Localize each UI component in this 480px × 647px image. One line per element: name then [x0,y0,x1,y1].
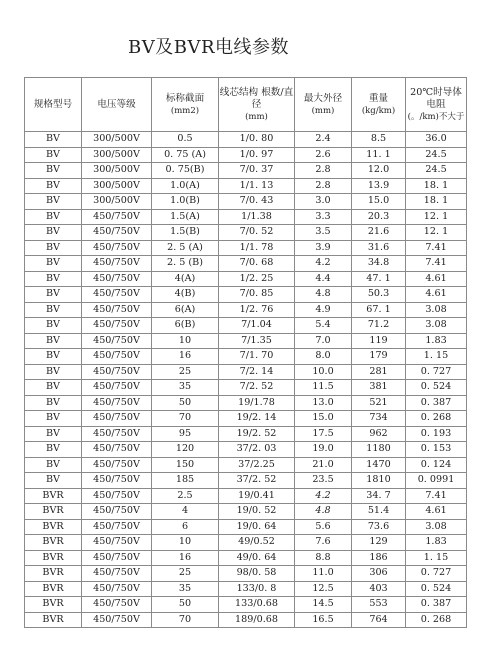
table-cell: BV [25,194,82,210]
table-cell: 300/500V [82,163,152,179]
table-cell: 20.3 [352,209,406,225]
table-cell: 11.5 [295,380,352,396]
table-cell: 73.6 [352,519,406,535]
table-cell: 7/2. 14 [219,364,295,380]
table-cell: BV [25,225,82,241]
table-cell: 7.41 [406,240,467,256]
table-cell: BV [25,240,82,256]
table-row [25,411,467,427]
table-row [25,364,467,380]
table-cell: BV [25,302,82,318]
table-cell: 450/750V [82,271,152,287]
table-cell: 49/0.52 [219,535,295,551]
table-cell: 0. 727 [406,566,467,582]
table-cell: 12.5 [295,581,352,597]
table-cell: BV [25,178,82,194]
table-cell: 1.0(B) [152,194,219,210]
table-cell: 3.08 [406,519,467,535]
table-cell: 7.41 [406,488,467,504]
table-cell: 450/750V [82,240,152,256]
table-row [25,256,467,272]
table-cell: 25 [152,566,219,582]
table-cell: 1/2. 25 [219,271,295,287]
table-cell: 14.5 [295,597,352,613]
table-row [25,333,467,349]
table-cell: 0. 524 [406,380,467,396]
table-cell: 403 [352,581,406,597]
table-cell: 10 [152,333,219,349]
table-row [25,132,467,148]
table-row [25,287,467,303]
table-cell: 1810 [352,473,406,489]
table-cell: 18. 1 [406,178,467,194]
column-header [295,78,352,132]
table-cell: 21.0 [295,457,352,473]
table-cell: 12. 1 [406,225,467,241]
table-cell: 1/0. 80 [219,132,295,148]
table-row [25,349,467,365]
table-row [25,318,467,334]
column-header [82,78,152,132]
table-cell: 8.0 [295,349,352,365]
table-cell: 1/1. 78 [219,240,295,256]
column-header-label: 20℃时导体电阻 [410,86,462,110]
table-cell: 450/750V [82,612,152,628]
table-cell: 35 [152,380,219,396]
table-cell: 4(A) [152,271,219,287]
table-cell: 450/750V [82,302,152,318]
table-cell: 1.83 [406,535,467,551]
table-cell: 7/0. 68 [219,256,295,272]
table-cell: 34. 7 [352,488,406,504]
table-cell: 2. 5 (B) [152,256,219,272]
table-row [25,302,467,318]
table-cell: BV [25,271,82,287]
table-cell: 450/750V [82,566,152,582]
table-row [25,612,467,628]
table-cell: 189/0.68 [219,612,295,628]
table-cell: 450/750V [82,597,152,613]
table-row [25,271,467,287]
table-cell: 764 [352,612,406,628]
table-cell: 19/1.78 [219,395,295,411]
table-cell: 179 [352,349,406,365]
table-cell: 10.0 [295,364,352,380]
table-cell: 18. 1 [406,194,467,210]
table-cell: BVR [25,550,82,566]
table-cell: 13.9 [352,178,406,194]
table-cell: 450/750V [82,380,152,396]
table-cell: 98/0. 58 [219,566,295,582]
table-cell: 450/750V [82,550,152,566]
table-cell: 4.2 [295,256,352,272]
table-cell: 15.0 [352,194,406,210]
column-header-unit: (kg/km) [361,105,396,116]
column-header-label: 线芯结构 根数/直径 [219,86,294,110]
table-cell: 7/0. 37 [219,163,295,179]
table-cell: BV [25,287,82,303]
table-cell: 300/500V [82,132,152,148]
table-cell: 7/0. 43 [219,194,295,210]
table-cell: 306 [352,566,406,582]
table-cell: 50.3 [352,287,406,303]
table-cell: 24.5 [406,163,467,179]
table-cell: 19/0. 64 [219,519,295,535]
table-cell: BVR [25,581,82,597]
table-cell: 1. 15 [406,349,467,365]
table-cell: 0. 153 [406,442,467,458]
table-cell: 37/2.25 [219,457,295,473]
table-cell: BV [25,395,82,411]
table-cell: 3.3 [295,209,352,225]
table-row [25,209,467,225]
table-cell: 0. 193 [406,426,467,442]
table-cell: BVR [25,566,82,582]
table-cell: 25 [152,364,219,380]
table-cell: 2.6 [295,147,352,163]
table-cell: 49/0. 64 [219,550,295,566]
table-row [25,240,467,256]
table-cell: 4 [152,504,219,520]
table-cell: 6 [152,519,219,535]
table-cell: 0. 0991 [406,473,467,489]
table-cell: 186 [352,550,406,566]
table-header-row [25,78,467,132]
table-cell: BV [25,147,82,163]
table-row [25,504,467,520]
table-cell: 35 [152,581,219,597]
table-cell: 450/750V [82,535,152,551]
table-body [25,132,467,628]
table-cell: BVR [25,504,82,520]
table-row [25,380,467,396]
table-cell: 1180 [352,442,406,458]
table-row [25,426,467,442]
table-cell: 0. 124 [406,457,467,473]
table-cell: 34.8 [352,256,406,272]
table-cell: 10 [152,535,219,551]
column-header-unit: (mm) [245,111,268,122]
table-cell: 6(A) [152,302,219,318]
table-cell: 17.5 [295,426,352,442]
table-cell: 119 [352,333,406,349]
table-cell: 185 [152,473,219,489]
table-cell: 67. 1 [352,302,406,318]
column-header-label: 标称截面 [165,92,205,104]
table-row [25,519,467,535]
table-cell: 7.41 [406,256,467,272]
table-row [25,457,467,473]
table-cell: 734 [352,411,406,427]
table-cell: 1/1.38 [219,209,295,225]
table-cell: 3.9 [295,240,352,256]
table-row [25,194,467,210]
table-cell: 1/2. 76 [219,302,295,318]
table-cell: 50 [152,597,219,613]
table-cell: 31.6 [352,240,406,256]
table-cell: BV [25,132,82,148]
table-cell: 37/2. 03 [219,442,295,458]
table-row [25,488,467,504]
table-row [25,442,467,458]
table-cell: 0. 727 [406,364,467,380]
table-cell: 0. 75(B) [152,163,219,179]
cable-parameters-table [24,77,467,628]
table-cell: 71.2 [352,318,406,334]
table-cell: 300/500V [82,194,152,210]
table-cell: 12.0 [352,163,406,179]
table-cell: BV [25,209,82,225]
column-header-label: 重量 [368,92,389,104]
table-row [25,535,467,551]
table-cell: 5.4 [295,318,352,334]
table-cell: 3.08 [406,302,467,318]
table-row [25,163,467,179]
table-cell: 381 [352,380,406,396]
table-cell: 4.61 [406,504,467,520]
table-cell: 450/750V [82,333,152,349]
table-cell: 450/750V [82,395,152,411]
table-cell: 2.4 [295,132,352,148]
table-cell: BVR [25,597,82,613]
table-row [25,473,467,489]
column-header-label: 规格型号 [33,98,73,110]
table-row [25,566,467,582]
table-cell: BV [25,380,82,396]
table-cell: 3.08 [406,318,467,334]
table-cell: 4(B) [152,287,219,303]
table-cell: BVR [25,535,82,551]
table-cell: 450/750V [82,457,152,473]
table-cell: 16 [152,550,219,566]
table-cell: 0. 75 (A) [152,147,219,163]
table-cell: 1.5(A) [152,209,219,225]
table-cell: 4.2 [295,488,352,504]
table-cell: 3.0 [295,194,352,210]
table-cell: 4.8 [295,287,352,303]
table-cell: 300/500V [82,178,152,194]
table-cell: 2.8 [295,178,352,194]
column-header-unit: (。/km)不大于 [407,111,465,122]
table-cell: BV [25,163,82,179]
table-cell: 1/1. 13 [219,178,295,194]
table-cell: 0. 268 [406,612,467,628]
table-cell: 11.0 [295,566,352,582]
table-cell: 450/750V [82,225,152,241]
table-cell: 95 [152,426,219,442]
table-cell: 1.83 [406,333,467,349]
table-cell: 19/2. 14 [219,411,295,427]
table-cell: 0.5 [152,132,219,148]
table-cell: 120 [152,442,219,458]
table-cell: 521 [352,395,406,411]
table-cell: 19/0.41 [219,488,295,504]
table-cell: 0. 524 [406,581,467,597]
table-row [25,395,467,411]
table-cell: 3.5 [295,225,352,241]
table-cell: BV [25,349,82,365]
table-cell: 2.8 [295,163,352,179]
table-cell: 23.5 [295,473,352,489]
table-row [25,225,467,241]
table-row [25,147,467,163]
table-cell: 50 [152,395,219,411]
column-header-label: 最大外径 [303,92,343,104]
table-cell: 1.5(B) [152,225,219,241]
table-cell: 450/750V [82,504,152,520]
table-cell: 7/1.35 [219,333,295,349]
column-header-unit: (mm) [311,105,335,116]
table-row [25,581,467,597]
table-cell: 1.0(A) [152,178,219,194]
table-cell: 281 [352,364,406,380]
table-cell: 450/750V [82,287,152,303]
table-cell: BVR [25,488,82,504]
table-cell: 5.6 [295,519,352,535]
table-cell: 2.5 [152,488,219,504]
table-cell: 70 [152,411,219,427]
table-cell: 4.4 [295,271,352,287]
table-cell: 1470 [352,457,406,473]
table-cell: 450/750V [82,581,152,597]
table-cell: BV [25,457,82,473]
table-cell: 19/2. 52 [219,426,295,442]
table-cell: 16 [152,349,219,365]
table-cell: 13.0 [295,395,352,411]
column-header [219,78,295,132]
table-cell: 1. 15 [406,550,467,566]
table-row [25,178,467,194]
table-cell: 450/750V [82,364,152,380]
table-cell: 7.6 [295,535,352,551]
table-cell: 4.9 [295,302,352,318]
table-cell: BV [25,473,82,489]
table-cell: 0. 387 [406,597,467,613]
table-row [25,550,467,566]
table-cell: 450/750V [82,318,152,334]
table-cell: 51.4 [352,504,406,520]
table-cell: BV [25,318,82,334]
table-cell: 70 [152,612,219,628]
column-header-unit: (mm2) [170,105,200,116]
table-cell: 21.6 [352,225,406,241]
table-cell: 24.5 [406,147,467,163]
table-cell: 7/0. 52 [219,225,295,241]
column-header [352,78,406,132]
table-cell: 36.0 [406,132,467,148]
table-cell: 15.0 [295,411,352,427]
table-cell: 8.8 [295,550,352,566]
table-cell: BV [25,442,82,458]
table-cell: 150 [152,457,219,473]
table-cell: 962 [352,426,406,442]
table-cell: 7/2. 52 [219,380,295,396]
table-cell: 450/750V [82,426,152,442]
table-cell: 450/750V [82,519,152,535]
table-cell: 47. 1 [352,271,406,287]
table-cell: 7/1. 70 [219,349,295,365]
column-header-label: 电压等级 [97,98,136,110]
table-cell: 7/0. 85 [219,287,295,303]
column-header [152,78,219,132]
table-cell: 8.5 [352,132,406,148]
table-cell: 553 [352,597,406,613]
table-cell: BV [25,333,82,349]
table-cell: BV [25,411,82,427]
table-cell: 19/0. 52 [219,504,295,520]
table-cell: 7.0 [295,333,352,349]
table-row [25,597,467,613]
table-cell: 450/750V [82,488,152,504]
column-header [25,78,82,132]
table-cell: 4.8 [295,504,352,520]
table-cell: 450/750V [82,209,152,225]
table-cell: 2. 5 (A) [152,240,219,256]
table-cell: BV [25,426,82,442]
table-cell: 7/1.04 [219,318,295,334]
table-cell: 0. 387 [406,395,467,411]
page-title: BV及BVR电线参数 [128,37,290,58]
column-header [406,78,467,132]
table-cell: 133/0.68 [219,597,295,613]
table-cell: 300/500V [82,147,152,163]
table-cell: BVR [25,519,82,535]
table-cell: BVR [25,612,82,628]
table-cell: 450/750V [82,411,152,427]
table-cell: 129 [352,535,406,551]
table-cell: 133/0. 8 [219,581,295,597]
table-cell: 450/750V [82,442,152,458]
table-cell: 0. 268 [406,411,467,427]
table-cell: 37/2. 52 [219,473,295,489]
table-cell: 450/750V [82,473,152,489]
table-cell: 11. 1 [352,147,406,163]
table-cell: 6(B) [152,318,219,334]
table-cell: BV [25,364,82,380]
table-cell: BV [25,256,82,272]
table-cell: 12. 1 [406,209,467,225]
table-cell: 19.0 [295,442,352,458]
table-cell: 4.61 [406,271,467,287]
table-cell: 4.61 [406,287,467,303]
table-cell: 1/0. 97 [219,147,295,163]
table-cell: 16.5 [295,612,352,628]
table-cell: 450/750V [82,349,152,365]
table-cell: 450/750V [82,256,152,272]
